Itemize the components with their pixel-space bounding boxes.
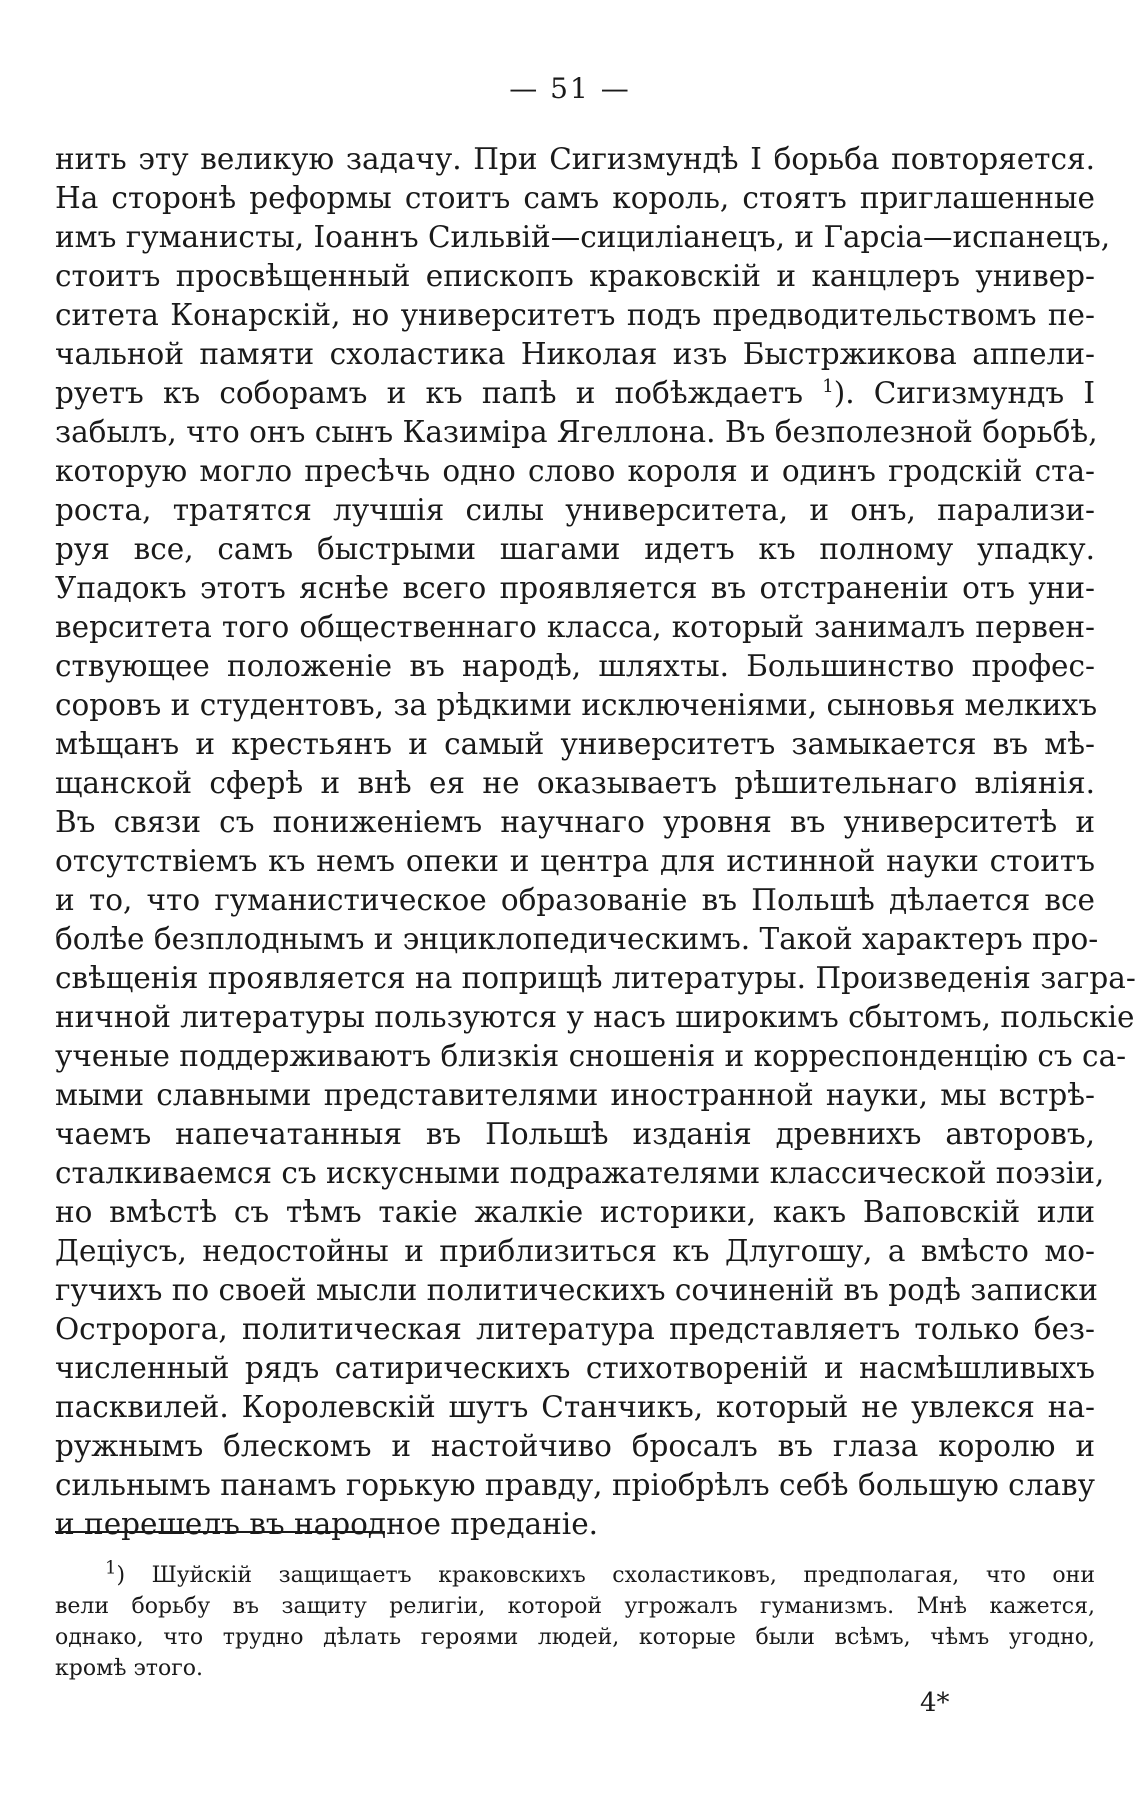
footnote-line: кромѣ этого. bbox=[55, 1656, 203, 1681]
footnote-line bbox=[55, 1557, 1095, 1591]
footnote-divider bbox=[55, 1531, 385, 1533]
text-line: численный рядъ сатирическихъ стихотвореній и насмѣшливыхъ bbox=[55, 1351, 1095, 1385]
footnote-line: вели борьбу въ защиту религіи, которой угрожалъ гуманизмъ. Мнѣ кажется, bbox=[55, 1594, 1095, 1619]
text-line: имъ гуманисты, Іоаннъ Сильвій—сициліанецъ, и Гарсіа—испанецъ, bbox=[55, 220, 1111, 254]
text-line: ситета Конарскій, но университетъ подъ предводительствомъ пе- bbox=[55, 298, 1095, 332]
footnote-line: однако, что трудно дѣлать героями людей, которые были всѣмъ, чѣмъ угодно, bbox=[55, 1625, 1095, 1650]
text-line: мѣщанъ и крестьянъ и самый университетъ замыкается въ мѣ- bbox=[55, 727, 1095, 761]
text-line: ружнымъ блескомъ и настойчиво бросалъ въ глаза королю и bbox=[55, 1429, 1095, 1463]
text-line: ничной литературы пользуются у насъ широкимъ сбытомъ, польскіе bbox=[55, 1000, 1135, 1034]
footnote bbox=[55, 1557, 1095, 1684]
text-line: болѣе безплоднымъ и энциклопедическимъ. Такой характеръ про- bbox=[55, 922, 1099, 956]
text-line: чаемъ напечатанныя въ Польшѣ изданія древнихъ авторовъ, bbox=[55, 1117, 1095, 1151]
text-line: сильнымъ панамъ горькую правду, пріобрѣлъ себѣ большую славу bbox=[55, 1468, 1095, 1502]
text-line: и то, что гуманистическое образованіе въ Польшѣ дѣлается все bbox=[55, 883, 1095, 917]
text-line: но вмѣстѣ съ тѣмъ такіе жалкіе историки, какъ Ваповскій или bbox=[55, 1195, 1095, 1229]
text-line: соровъ и студентовъ, за рѣдкими исключеніями, сыновья мелкихъ bbox=[55, 688, 1098, 722]
signature-mark: 4* bbox=[920, 1688, 950, 1718]
text-line: Остророга, политическая литература представляетъ только без- bbox=[55, 1312, 1095, 1346]
main-text bbox=[55, 140, 1136, 1544]
text-line: ствующее положеніе въ народѣ, шляхты. Большинство профес- bbox=[55, 649, 1095, 683]
text-line: роста, тратятся лучшія силы университета, и онъ, парализи- bbox=[55, 493, 1095, 527]
text-line: пасквилей. Королевскій шутъ Станчикъ, который не увлекся на- bbox=[55, 1390, 1095, 1424]
text-line: отсутствіемъ къ немъ опеки и центра для истинной науки стоитъ bbox=[55, 844, 1095, 878]
footnote-reference: 1 bbox=[822, 376, 834, 398]
text-line: ученые поддерживаютъ близкія сношенія и корреспонденцію съ са- bbox=[55, 1039, 1127, 1073]
text-line: забылъ, что онъ сынъ Казиміра Ягеллона. Въ безполезной борьбѣ, bbox=[55, 415, 1098, 449]
text-line: Упадокъ этотъ яснѣе всего проявляется въ отстраненіи отъ уни- bbox=[55, 571, 1095, 605]
text-line: которую могло пресѣчь одно слово короля и одинъ гродскій ста- bbox=[55, 454, 1095, 488]
text-line: сталкиваемся съ искусными подражателями классической поэзіи, bbox=[55, 1156, 1105, 1190]
text-line: стоитъ просвѣщенный епископъ краковскій и канцлеръ универ- bbox=[55, 259, 1095, 293]
footnote-marker: 1 bbox=[105, 1557, 117, 1579]
text-line: щанской сферѣ и внѣ ея не оказываетъ рѣшительнаго вліянія. bbox=[55, 766, 1095, 800]
text-line: чальной памяти схоластика Николая изъ Быстржикова аппели- bbox=[55, 337, 1095, 371]
text-line: гучихъ по своей мысли политическихъ сочиненій въ родѣ записки bbox=[55, 1273, 1098, 1307]
page-number: — 51 — bbox=[509, 72, 631, 105]
text-line: Деціусъ, недостойны и приблизиться къ Длугошу, а вмѣсто мо- bbox=[55, 1234, 1095, 1268]
text-line: Въ связи съ пониженіемъ научнаго уровня въ университетѣ и bbox=[55, 805, 1095, 839]
footnote-line-text: ) Шуйскій защищаетъ краковскихъ схоластиковъ, предполагая, что они bbox=[116, 1563, 1095, 1588]
text-line-head: руетъ къ соборамъ и къ папѣ и побѣждаетъ bbox=[55, 376, 804, 410]
text-line: руя все, самъ быстрыми шагами идетъ къ полному упадку. bbox=[55, 532, 1095, 566]
text-line-tail: ). Сигизмундъ I bbox=[833, 376, 1095, 410]
text-line-with-footnote bbox=[55, 374, 1095, 413]
text-line: нить эту великую задачу. При Сигизмундѣ I борьба повторяется. bbox=[55, 142, 1095, 176]
text-line: верситета того общественнаго класса, который занималъ первен- bbox=[55, 610, 1095, 644]
text-line: и перешелъ въ народное преданіе. bbox=[55, 1507, 599, 1541]
text-line: свѣщенія проявляется на поприщѣ литературы. Произведенія загра- bbox=[55, 961, 1136, 995]
text-line: На сторонѣ реформы стоитъ самъ король, стоятъ приглашенные bbox=[55, 181, 1095, 215]
text-line: мыми славными представителями иностранной науки, мы встрѣ- bbox=[55, 1078, 1095, 1112]
